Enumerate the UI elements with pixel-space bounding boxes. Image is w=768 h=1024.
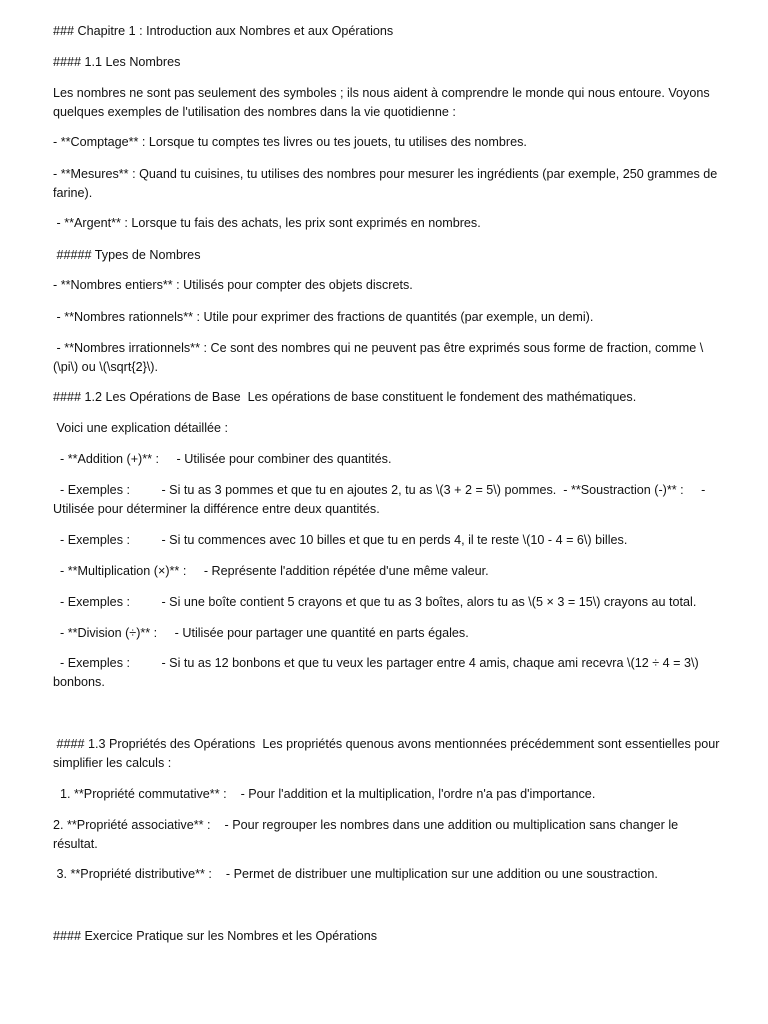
bullet-irrationnels: - **Nombres irrationnels** : Ce sont des nombres qui ne peuvent pas être exprimés sous forme de fraction, comme \(\pi\) ou \(\sqrt{2}\).	[53, 341, 704, 374]
bullet-rationnels: - **Nombres rationnels** : Utile pour exprimer des fractions de quantités (par exemple, un demi).	[53, 310, 594, 324]
section-1-2-heading: #### 1.2 Les Opérations de Base Les opérations de base constituent le fondement des mathématiques.	[53, 390, 637, 404]
prop-commutative: 1. **Propriété commutative** : - Pour l'addition et la multiplication, l'ordre n'a pas d'importance.	[53, 787, 596, 801]
division-line: - **Division (÷)** : - Utilisée pour partager une quantité en parts égales.	[53, 626, 469, 640]
addition-example: - Exemples : - Si tu as 3 pommes et que tu en ajoutes 2, tu as \(3 + 2 = 5\) pommes. - **Soustraction (-)** : - Utilisée pour déterminer la différence entre deux quantités.	[53, 483, 709, 516]
explication-line: Voici une explication détaillée :	[53, 421, 229, 435]
bullet-entiers: - **Nombres entiers** : Utilisés pour compter des objets discrets.	[53, 278, 413, 292]
soustraction-example: - Exemples : - Si tu commences avec 10 billes et que tu en perds 4, il te reste \(10 - 4 = 6\) billes.	[53, 533, 628, 547]
intro-paragraph: Les nombres ne sont pas seulement des symboles ; ils nous aident à comprendre le monde qui nous entoure. Voyons quelques exemples de l'utilisation des nombres dans la vie quotidienne :	[53, 86, 714, 119]
division-example: - Exemples : - Si tu as 12 bonbons et que tu veux les partager entre 4 amis, chaque ami recevra \(12 ÷ 4 = 3\) bonbons.	[53, 656, 703, 689]
section-1-3-heading: #### 1.3 Propriétés des Opérations Les propriétés quenous avons mentionnées précédemment sont essentielles pour simplifier les calculs :	[53, 737, 723, 770]
chapter-heading: ### Chapitre 1 : Introduction aux Nombres et aux Opérations	[53, 24, 394, 38]
bullet-argent: - **Argent** : Lorsque tu fais des achats, les prix sont exprimés en nombres.	[53, 216, 481, 230]
exercice-heading: #### Exercice Pratique sur les Nombres et les Opérations	[53, 929, 378, 943]
bullet-mesures: - **Mesures** : Quand tu cuisines, tu utilises des nombres pour mesurer les ingrédients (par exemple, 250 grammes de farine).	[53, 167, 721, 200]
prop-distributive: 3. **Propriété distributive** : - Permet de distribuer une multiplication sur une addition ou une soustraction.	[53, 867, 658, 881]
multiplication-line: - **Multiplication (×)** : - Représente l'addition répétée d'une même valeur.	[53, 564, 489, 578]
section-1-1-heading: #### 1.1 Les Nombres	[53, 55, 181, 69]
prop-associative: 2. **Propriété associative** : - Pour regrouper les nombres dans une addition ou multiplication sans changer le résultat.	[53, 818, 682, 851]
types-heading: ##### Types de Nombres	[53, 248, 201, 262]
addition-line: - **Addition (+)** : - Utilisée pour combiner des quantités.	[53, 452, 392, 466]
bullet-comptage: - **Comptage** : Lorsque tu comptes tes livres ou tes jouets, tu utilises des nombres.	[53, 135, 527, 149]
multiplication-example: - Exemples : - Si une boîte contient 5 crayons et que tu as 3 boîtes, alors tu as \(5 × 3 = 15\) crayons au total.	[53, 595, 697, 609]
